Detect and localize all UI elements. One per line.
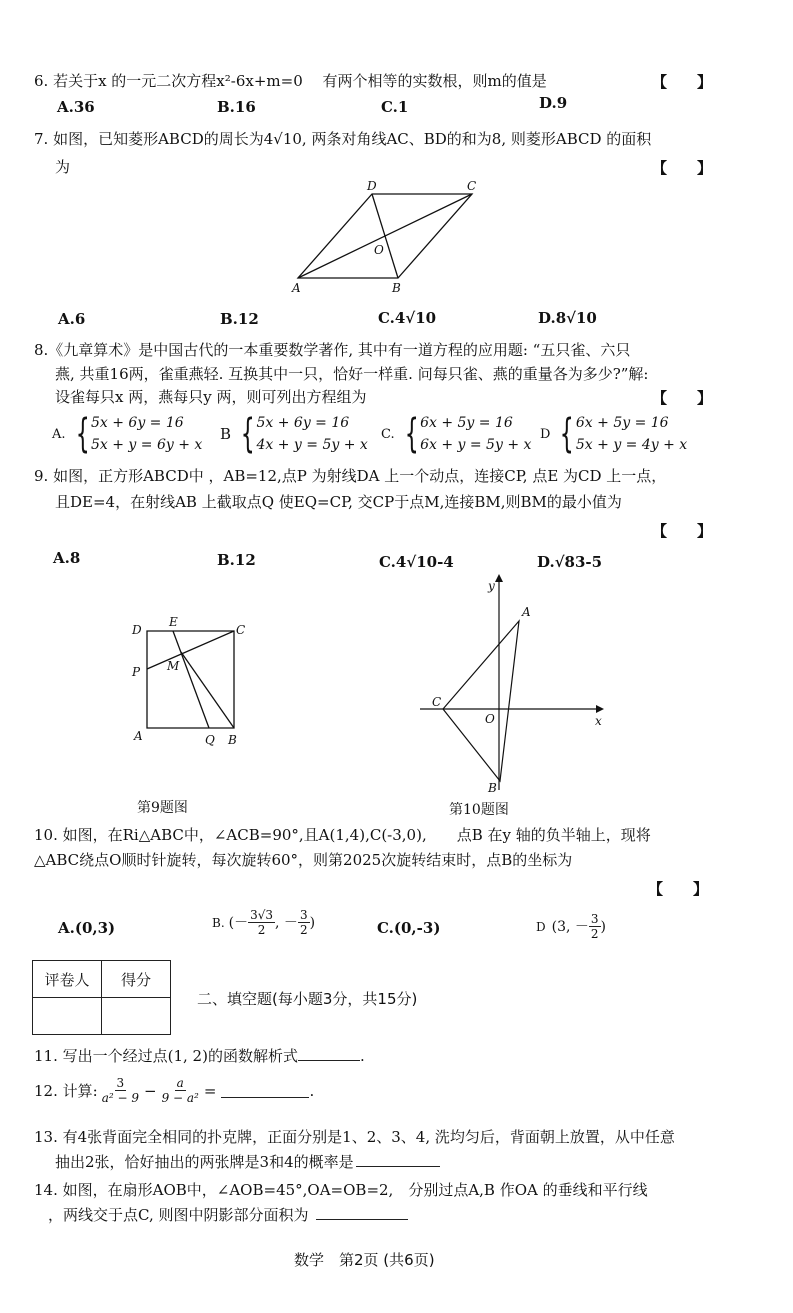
q10-option-d — [536, 912, 606, 941]
q10-label-o: O — [485, 712, 495, 726]
q10-option-b-f2-den: 2 — [299, 923, 308, 937]
q10-figure-caption: 第10题图 — [449, 802, 509, 818]
q10-option-c: C.(0,-3) — [377, 919, 441, 937]
q7-option-c: C.4√10 — [378, 309, 437, 327]
q9-label-d: D — [132, 623, 142, 637]
q8-option-b-row2: 4x + y = 5y + x — [256, 437, 368, 453]
q10-option-b-label: B. — [212, 915, 225, 930]
q8-option-a — [52, 412, 202, 456]
q9-answer-bracket: 【 】 — [652, 522, 713, 540]
q7-label-c: C — [467, 179, 477, 193]
score-table-score-cell[interactable] — [102, 998, 171, 1035]
q12-f2-num: a — [176, 1076, 184, 1090]
q10-option-b-open: (－ — [228, 914, 249, 931]
q14-line2-text: ，两线交于点C, 则图中阴影部分面积为 — [48, 1206, 309, 1224]
q6-answer-bracket: 【 】 — [652, 73, 713, 91]
q10-option-d-fraction — [589, 912, 601, 941]
q10-answer-bracket: 【 】 — [648, 880, 709, 898]
q10-label-y: y — [488, 579, 495, 593]
q8-option-b-label: B — [220, 425, 232, 443]
q13-line2 — [55, 1152, 440, 1172]
q12-equals: = — [203, 1081, 217, 1100]
q14-answer-blank[interactable] — [316, 1205, 408, 1220]
score-table — [32, 960, 171, 1035]
q12 — [34, 1076, 314, 1105]
q10-option-d-label: D — [536, 919, 546, 934]
q10-label-c: C — [432, 695, 442, 709]
q10-option-d-f-den: 2 — [590, 927, 599, 941]
q10-label-x: x — [595, 714, 602, 728]
q13-line1: 13. 有4张背面完全相同的扑克牌，正面分别是1、2、3、4, 洗均匀后，背面朝上放置，从中任意 — [34, 1128, 675, 1146]
q14-line2 — [48, 1205, 408, 1225]
q7-label-d: D — [367, 179, 377, 193]
score-table-grader-header: 评卷人 — [33, 961, 102, 998]
q9-figure-caption: 第9题图 — [137, 800, 188, 816]
q8-option-b-row1: 5x + 6y = 16 — [256, 415, 350, 431]
q10-option-b-f1-num: 3√3 — [250, 908, 274, 922]
q6-stem: 6. 若关于x 的一元二次方程x²-6x+m=0 有两个相等的实数根，则m的值是 — [34, 72, 547, 90]
section2-title: 二、填空题(每小题3分，共15分) — [197, 990, 418, 1008]
q9-option-b: B.12 — [217, 551, 256, 569]
q6-option-b: B.16 — [217, 98, 256, 116]
q8-option-d — [540, 412, 687, 456]
q6-option-d: D.9 — [539, 94, 568, 112]
q10-option-b-fraction-1 — [248, 908, 275, 937]
q8-option-c — [381, 412, 531, 456]
q10-line1: 10. 如图，在Ri△ABC中，∠ACB=90°,且A(1,4),C(-3,0), 点B 在y 轴的负半轴上，现将 — [34, 826, 651, 844]
q10-option-b-f1-den: 2 — [257, 923, 266, 937]
q12-fraction-2 — [162, 1076, 199, 1105]
q8-option-d-row1: 6x + 5y = 16 — [575, 415, 669, 431]
q10-line2: △ABC绕点O顺时针旋转，每次旋转60°，则第2025次旋转结束时，点B的坐标为 — [34, 851, 573, 869]
q10-option-d-f-num: 3 — [590, 912, 599, 926]
q8-option-a-label: A. — [52, 426, 66, 442]
q12-f1-num: 3 — [116, 1076, 125, 1090]
q6-option-c: C.1 — [381, 98, 409, 116]
q7-stem: 7. 如图，已知菱形ABCD的周长为4√10, 两条对角线AC、BD的和为8, 则菱形ABCD 的面积 — [34, 130, 652, 148]
q10-option-b-f2-num: 3 — [299, 908, 308, 922]
q9-option-d: D.√83-5 — [537, 553, 603, 571]
q8-option-c-row2: 6x + y = 5y + x — [420, 437, 532, 453]
q11-answer-blank[interactable] — [298, 1046, 360, 1061]
q11 — [34, 1046, 365, 1066]
q12-f2-den: 9 − a² — [161, 1091, 199, 1105]
q10-option-b-close: ) — [309, 914, 316, 931]
q14-line1: 14. 如图，在扇形AOB中，∠AOB=45°,OA=OB=2, 分别过点A,B 作OA 的垂线和平行线 — [34, 1181, 648, 1199]
q10-label-a: A — [522, 605, 531, 619]
q9-label-q: Q — [205, 733, 215, 747]
q8-option-a-row1: 5x + 6y = 16 — [90, 415, 184, 431]
q12-period: . — [309, 1081, 315, 1100]
q10-option-d-close: ) — [600, 918, 607, 935]
q12-f1-den: a² − 9 — [101, 1091, 139, 1105]
q10-option-b — [212, 908, 315, 937]
q8-option-c-brace: { — [404, 411, 419, 457]
q9-label-p: P — [132, 665, 141, 679]
q13-line2-text: 抽出2张，恰好抽出的两张牌是3和4的概率是 — [55, 1153, 354, 1171]
page-footer: 数学 第2页 (共6页) — [294, 1251, 435, 1269]
q9-label-e: E — [169, 615, 178, 629]
q8-answer-bracket: 【 】 — [652, 389, 713, 407]
q12-minus: − — [143, 1081, 157, 1100]
q13-answer-blank[interactable] — [356, 1152, 440, 1167]
q9-line2: 且DE=4，在射线AB 上截取点Q 使EQ=CP, 交CP于点M,连接BM,则BM的最小值为 — [55, 493, 622, 511]
q7-option-d: D.8√10 — [538, 309, 597, 327]
q8-option-a-brace: { — [75, 411, 90, 457]
q6-option-a: A.36 — [57, 98, 95, 116]
q7-label-o: O — [374, 243, 384, 257]
q7-label-a: A — [292, 281, 301, 295]
q10-option-a: A.(0,3) — [58, 919, 116, 937]
q10-option-d-open: (3, － — [551, 918, 589, 935]
q7-label-b: B — [392, 281, 401, 295]
q8-option-d-row2: 5x + y = 4y + x — [575, 437, 688, 453]
q11-period: . — [359, 1047, 365, 1065]
q7-option-a: A.6 — [58, 310, 86, 328]
q7-option-b: B.12 — [220, 310, 259, 328]
q9-option-c: C.4√10-4 — [379, 553, 454, 571]
q9-label-a: A — [134, 729, 143, 743]
q8-line1: 8.《九章算术》是中国古代的一本重要数学著作, 其中有一道方程的应用题: “五只雀、六只 — [34, 341, 631, 359]
q8-option-b-brace: { — [240, 411, 255, 457]
q9-label-c: C — [236, 623, 246, 637]
q7-answer-bracket: 【 】 — [652, 159, 713, 177]
q9-option-a: A.8 — [53, 549, 81, 567]
score-table-grader-cell[interactable] — [33, 998, 102, 1035]
q10-option-b-sep: , － — [275, 914, 298, 931]
q8-option-c-label: C. — [381, 426, 395, 442]
q9-label-m: M — [167, 659, 180, 673]
q7-stem-cont: 为 — [55, 158, 71, 176]
q11-text: 11. 写出一个经过点(1, 2)的函数解析式 — [34, 1047, 298, 1065]
q8-line3: 设雀每只x 两，燕每只y 两，则可列出方程组为 — [55, 388, 367, 406]
q12-answer-blank[interactable] — [221, 1083, 309, 1098]
q12-label: 12. 计算: — [34, 1081, 98, 1100]
score-table-score-header: 得分 — [102, 961, 171, 998]
q8-option-a-row2: 5x + y = 6y + x — [90, 437, 203, 453]
q8-line2: 燕, 共重16两，雀重燕轻. 互换其中一只，恰好一样重. 问每只雀、燕的重量各为多少?”解: — [55, 365, 649, 383]
q10-label-b: B — [488, 781, 497, 795]
q8-option-c-row1: 6x + 5y = 16 — [420, 415, 513, 431]
q8-option-d-brace: { — [560, 411, 575, 457]
q10-option-b-fraction-2 — [298, 908, 310, 937]
q8-option-b — [220, 412, 368, 456]
q8-option-d-label: D — [540, 426, 551, 442]
q12-fraction-1 — [102, 1076, 139, 1105]
q9-label-b: B — [228, 733, 237, 747]
q9-line1: 9. 如图，正方形ABCD中 ，AB=12,点P 为射线DA 上一个动点，连接CP, 点E 为CD 上一点， — [34, 467, 667, 485]
